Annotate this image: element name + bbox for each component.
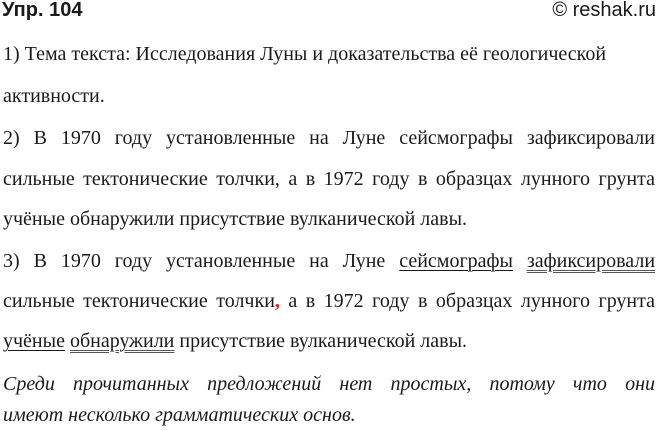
item1-line1: 1) Тема текста: Исследования Луны и доказательства её геологической	[3, 43, 607, 65]
item3-line1	[3, 248, 655, 274]
conclusion-line1: Среди прочитанных предложений нет простых, потому что они	[3, 373, 655, 395]
subject-underline: сейсмографы	[399, 250, 513, 272]
item2-line2: сильные тектонические толчки, а в 1972 году в образцах лунного грунта	[3, 168, 655, 190]
predicate-underline: зафиксировали	[526, 250, 656, 272]
item1-line2: активности.	[3, 85, 105, 107]
predicate-underline: обнаружили	[69, 330, 175, 352]
item2-line3: учёные обнаружили присутствие вулканической лавы.	[3, 208, 468, 230]
exercise-title: Упр. 104	[2, 0, 83, 21]
item3-text: присутствие вулканической лавы.	[174, 330, 468, 352]
item2-line1: 2) В 1970 году установленные на Луне сейсмографы зафиксировали	[3, 127, 655, 149]
item3-text: а в 1972 году в образцах лунного грунта	[279, 290, 655, 312]
header	[2, 0, 656, 22]
item3-text: сильные тектонические толчки	[3, 290, 275, 312]
highlighted-comma: ,	[274, 290, 280, 312]
conclusion-line2: имеют несколько грамматических основ.	[3, 404, 356, 426]
item3-line3	[3, 328, 655, 354]
item3-line2	[3, 288, 655, 314]
source-watermark: © reshak.ru	[552, 0, 656, 21]
item3-text: 3) В 1970 году установленные на Луне	[3, 250, 386, 272]
subject-underline: учёные	[3, 330, 65, 352]
